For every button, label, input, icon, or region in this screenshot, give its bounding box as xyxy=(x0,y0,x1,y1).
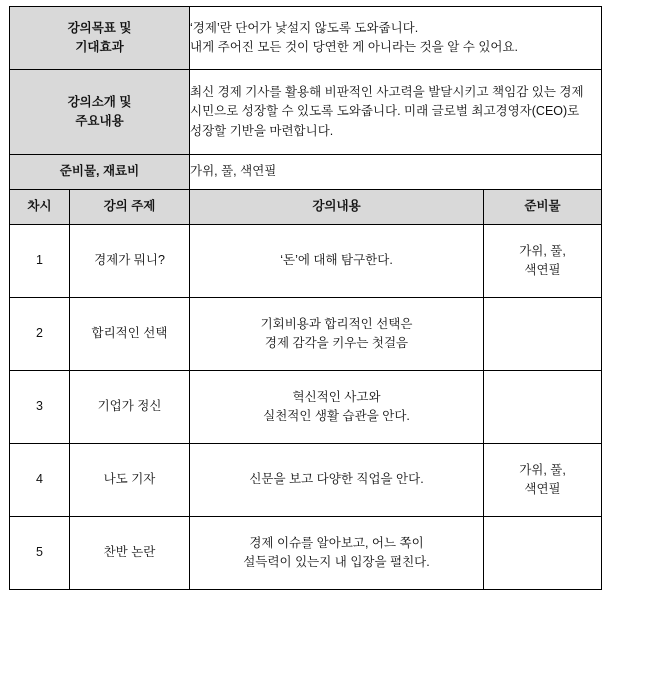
materials-line: 색연필 xyxy=(524,482,561,496)
session-number: 4 xyxy=(10,444,70,517)
description-line: 경제 감각을 키우는 첫걸음 xyxy=(264,336,409,350)
session-number: 3 xyxy=(10,371,70,444)
session-description xyxy=(190,371,484,444)
session-description xyxy=(190,225,484,298)
description-line: 신문을 보고 다양한 직업을 안다. xyxy=(249,472,424,487)
session-description xyxy=(190,298,484,371)
content-line: 가위, 풀, 색연필 xyxy=(190,164,277,179)
description-line: 기회비용과 합리적인 선택은 xyxy=(260,316,413,331)
table-row xyxy=(10,70,602,155)
content-line: 성장할 기반을 마련합니다. xyxy=(190,123,334,138)
topic-line: 찬반 논란 xyxy=(103,545,156,560)
topic-line: 나도 기자 xyxy=(103,472,156,487)
row-label-line: 기대효과 xyxy=(75,40,124,54)
table-row xyxy=(10,7,602,70)
session-topic xyxy=(70,371,190,444)
session-materials xyxy=(484,444,602,517)
session-topic xyxy=(70,298,190,371)
course-outline-table xyxy=(9,6,602,590)
description-line: 혁신적인 사고와 xyxy=(292,389,381,404)
column-header-session: 차시 xyxy=(10,190,70,225)
column-header-content: 강의내용 xyxy=(190,190,484,225)
session-topic xyxy=(70,517,190,590)
topic-line: 경제가 뭐니? xyxy=(94,253,165,268)
description-line: 실천적인 생활 습관을 안다. xyxy=(263,409,410,423)
session-materials xyxy=(484,298,602,371)
row-content-materials xyxy=(190,155,602,190)
session-description xyxy=(190,517,484,590)
session-description xyxy=(190,444,484,517)
row-label-line: 준비물, 재료비 xyxy=(59,164,140,179)
session-number: 1 xyxy=(10,225,70,298)
column-header-topic: 강의 주제 xyxy=(70,190,190,225)
table-row xyxy=(10,155,602,190)
table-row xyxy=(10,371,602,444)
row-label-objectives xyxy=(10,7,190,70)
row-label-line: 강의소개 및 xyxy=(67,94,132,109)
row-label-line: 강의목표 및 xyxy=(67,20,132,35)
session-materials xyxy=(484,517,602,590)
session-materials xyxy=(484,225,602,298)
column-header-materials: 준비물 xyxy=(484,190,602,225)
row-label-materials xyxy=(10,155,190,190)
description-line: 경제 이슈를 알아보고, 어느 쪽이 xyxy=(249,535,424,550)
description-line: ‘돈’에 대해 탐구한다. xyxy=(280,253,393,268)
table-row xyxy=(10,444,602,517)
row-label-summary xyxy=(10,70,190,155)
row-content-summary xyxy=(190,70,602,155)
table-row xyxy=(10,517,602,590)
session-topic xyxy=(70,444,190,517)
table-header-row xyxy=(10,190,602,225)
row-label-line: 주요내용 xyxy=(75,114,124,128)
topic-line: 합리적인 선택 xyxy=(91,326,168,341)
materials-line: 색연필 xyxy=(524,263,561,277)
topic-line: 기업가 정신 xyxy=(97,399,162,414)
description-line: 설득력이 있는지 내 입장을 펼친다. xyxy=(243,555,430,569)
session-number: 2 xyxy=(10,298,70,371)
content-line: 시민으로 성장할 수 있도록 도와줍니다. 미래 글로벌 최고경영자(CEO)로 xyxy=(190,104,580,119)
session-materials xyxy=(484,371,602,444)
materials-line: 가위, 풀, xyxy=(519,243,566,258)
content-line: ‘경제’란 단어가 낯설지 않도록 도와줍니다. xyxy=(190,20,419,35)
row-content-objectives xyxy=(190,7,602,70)
session-topic xyxy=(70,225,190,298)
content-line: 내게 주어진 모든 것이 당연한 게 아니라는 것을 알 수 있어요. xyxy=(190,40,519,54)
content-line: 최신 경제 기사를 활용해 비판적인 사고력을 발달시키고 책임감 있는 경제 xyxy=(190,84,584,99)
table-row xyxy=(10,298,602,371)
materials-line: 가위, 풀, xyxy=(519,462,566,477)
session-number: 5 xyxy=(10,517,70,590)
table-row xyxy=(10,225,602,298)
